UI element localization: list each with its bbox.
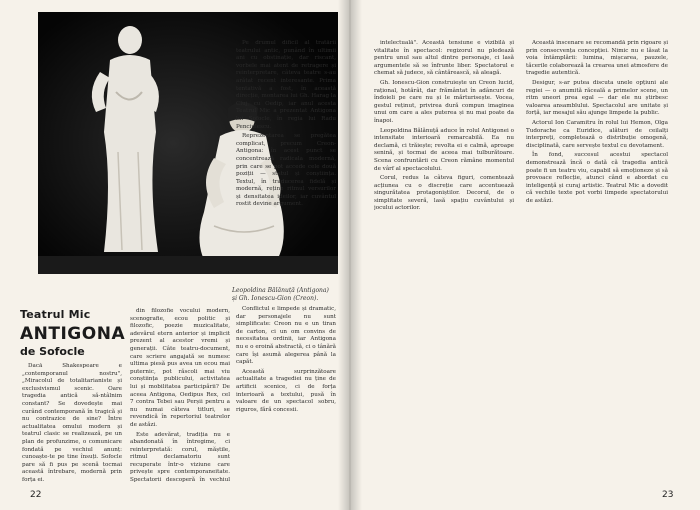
paragraph: Reprezentarea se pregătea complicat, precum Creon-Antigona: în acest punct se concentrează radicala modernă, prin care se pot accede cele două poziții — statul și conștiința. Textul, în traducerea fidelă și modernă, reține ritmul versurilor și densitatea ideilor, iar cuvântul rostit devine argument. bbox=[236, 133, 336, 208]
paragraph: Este adevărat, tradiția nu e abandonată în întregime, ci reinterpretată: corul, măștile, ritmul declamatoriu sunt recuperate într-o viziune care privește spre contemporaneitate. Spectatorii descoperă în vechiul bbox=[130, 431, 230, 483]
paragraph: Desigur, s-ar putea discuta unele opțiuni ale regiei — o anumită răceală a primelor scene, un ritm uneori prea egal — dar ele nu știrbesc valoarea ansamblului. Spectacolul are unitate și forță, iar mesajul său ajunge limpede la public. bbox=[526, 79, 668, 117]
paragraph: din filozofie vocului modern, scenografie, ecou politic și filozofic, poezie muzicalitate, adevărul etern anterior și implicit prezent al acestor vremi și generații. Câte teatru-document, care scriere angajată se numesc ultima piesă pus avea un ecou mai puternic, pot răscoli mai viu conștiința publicului, activitatea lui și mobilitatea participării? De aceea Antigona, Oedipus Rex, cel 7 contra Tebei sau Perșii pentru a nu numai câteva titluri, se revendică în repertoriul teatrelor de astăzi. bbox=[130, 308, 230, 428]
paragraph: Actorul Ion Caramitru în rolul lui Hemon, Olga Tudorache ca Euridice, alături de ceilalți interpreți, completează o distribuție omogenă, disciplinată, care servește textul cu devotament. bbox=[526, 119, 668, 149]
right-column-2 bbox=[526, 40, 668, 480]
left-column-2 bbox=[130, 308, 230, 483]
article-subtitle: de Sofocle bbox=[20, 345, 85, 358]
paragraph: Leopoldina Bălănuță aduce în rolul Antigonei o intensitate interioară remarcabilă. Ea nu declamă, ci trăiește; revolta ei e calmă, aproape senină, și tocmai de aceea mai tulburătoare. Scena confruntării cu Creon rămâne momentul de vârf al spectacolului. bbox=[374, 127, 514, 172]
right-column-1 bbox=[374, 40, 514, 480]
paragraph: Conflictul e limpede și dramatic, dar personajele nu sunt simplificate: Creon nu e un tiran de carton, ci un om convins de necesitatea ordinii, iar Antigona nu e o eroină abstractă, ci o tânără care își asumă alegerea până la capăt. bbox=[236, 306, 336, 366]
article-title: ANTIGONA bbox=[20, 324, 126, 344]
paragraph: Această surprinzătoare actualitate a tragediei nu ține de artificii scenice, ci de forța interioară a textului, pusă în valoare de un spectacol sobru, riguros, fără concesii. bbox=[236, 368, 336, 413]
paragraph: Această înscenare se recomandă prin rigoare și prin consecvența concepției. Nimic nu e lăsat la voia întâmplării: lumina, mișcarea, pauzele, tăcerile colaborează la crearea unei atmosfere de tragedie autentică. bbox=[526, 40, 668, 77]
paragraph: Dacă Shakespeare e „contemporanul nostru", „Miracolul de totalitarianiste și exclusivismul scenic. Oare tragedia antică să-ntâlnim constant? Se dovedește mai curând contemporană în tragică și nu contrazice de sine? Între actualitatea omului modern și teatrul clasic se realizează, pe un plan de profunzime, o comunicare fondată pe vechiul anunț: cunoaște-te pe tine însuți. Sofocle pare să fi pus pe scenă tocmai această întrebare, modernă prin forța ei. bbox=[22, 363, 122, 483]
page-number-left: 22 bbox=[30, 490, 42, 500]
paragraph: În fond, succesul acestui spectacol demonstrează încă o dată că tragedia antică poate fi un teatru viu, capabil să emoționeze și să provoace reflecție, atunci când e abordat cu inteligență și curaj artistic. Teatrul Mic a dovedit că vechile texte pot vorbi limpede spectatorului de astăzi. bbox=[526, 152, 668, 204]
paragraph: Corul, redus la câteva figuri, comentează acțiunea cu o discreție care accentuează singurătatea protagoniștilor. Decorul, de o simplitate severă, lasă spațiu cuvântului și jocului actorilor. bbox=[374, 175, 514, 212]
article-heading bbox=[20, 308, 130, 358]
caption-line-1: Leopoldina Bălănuță (Antigona) bbox=[232, 287, 329, 294]
left-column-1 bbox=[22, 363, 122, 483]
left-column-3-top bbox=[236, 40, 336, 282]
left-column-3-bottom bbox=[236, 306, 336, 483]
paragraph: Pe drumul dificil al tratării teatrului antic, punând în ultimii ani cu obstinație, dar riscant, vorbele mai atent de retragere și reinterpretare, câteva teatre s-au arătat recent interesante. Prima tentativă a fost, în această direcție, montarea lui Gh. Harag la Cluj, cu Oedip, iar anul acesta Teatrul Mic a prezentat Antigona lui Sofocle, în regia lui Radu Penciulescu. bbox=[236, 40, 336, 130]
right-page bbox=[350, 0, 700, 510]
section-kicker: Teatrul Mic bbox=[20, 308, 91, 321]
page-number-right: 23 bbox=[662, 490, 674, 500]
paragraph: Gh. Ionescu-Gion construiește un Creon lucid, rațional, hotărât, dar frământat în adâncuri de îndoieli pe care nu și le mărturisește. Vocea, gestul reținut, privirea dură compun imaginea unui om care a ales puterea și nu mai poate da înapoi. bbox=[374, 79, 514, 124]
paragraph: intelectuală". Această tensiune e vizibilă și vitalitate în spectacol: regizorul nu pledează pentru unul sau altul dintre personaje, ci lasă argumentele să se înfrunte liber. Spectatorul e chemat să judece, să cântărească, să aleagă. bbox=[374, 40, 514, 77]
caption-line-2: și Gh. Ionescu-Gion (Creon). bbox=[232, 295, 319, 302]
page-gutter bbox=[338, 0, 362, 510]
